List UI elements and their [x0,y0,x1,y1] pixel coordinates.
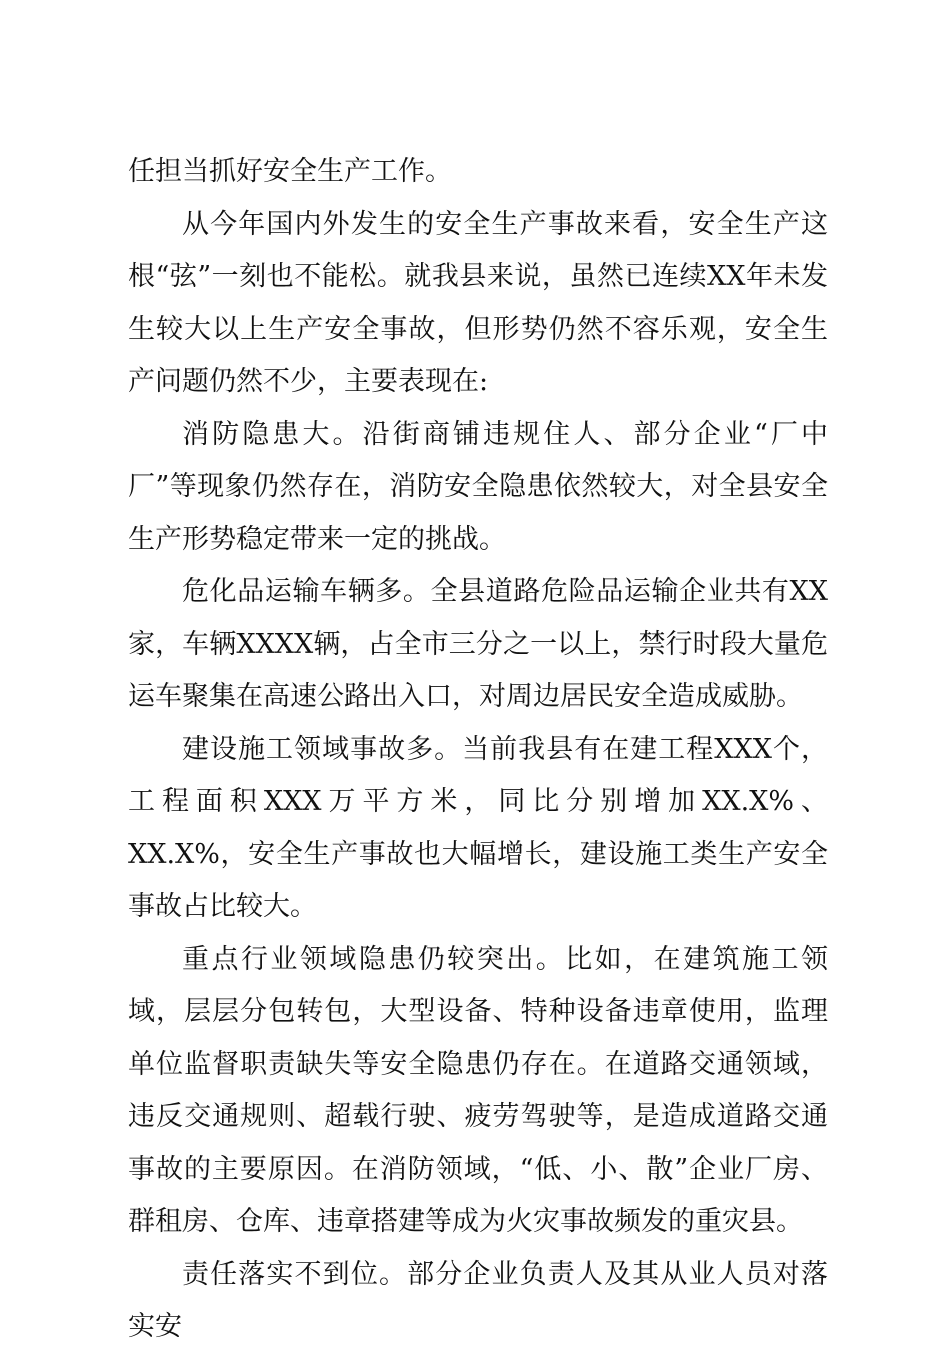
paragraph-hazmat-vehicles: 危化品运输车辆多。全县道路危险品运输企业共有XX家，车辆XXXX辆，占全市三分之一以上，禁行时段大量危运车聚集在高速公路出入口，对周边居民安全造成威胁。 [128,576,828,712]
paragraph-key-industry-hazards: 重点行业领域隐患仍较突出。比如，在建筑施工领域，层层分包转包，大型设备、特种设备违章使用，监理单位监督职责缺失等安全隐患仍存在。在道路交通领域，违反交通规则、超载行驶、疲劳驾驶等，是造成道路交通事故的主要原因。在消防领域，“低、小、散”企业厂房、群租房、仓库、违章搭建等成为火灾事故频发的重灾县。 [128,943,828,1237]
paragraph-responsibility: 责任落实不到位。部分企业负责人及其从业人员对落实安 [128,1258,828,1342]
paragraph-construction-accidents: 建设施工领域事故多。当前我县有在建工程XXX个，工程面积XXX万平方米，同比分别增加XX.X%、XX.X%，安全生产事故也大幅增长，建设施工类生产安全事故占比较大。 [128,733,828,922]
paragraph-continuation: 任担当抓好安全生产工作。 [128,156,452,187]
paragraph-fire-hazards: 消防隐患大。沿街商铺违规住人、部分企业“厂中厂”等现象仍然存在，消防安全隐患依然较大，对全县安全生产形势稳定带来一定的挑战。 [128,418,828,555]
paragraph-situation-overview: 从今年国内外发生的安全生产事故来看，安全生产这根“弦”一刻也不能松。就我县来说，虽然已连续XX年未发生较大以上生产安全事故，但形势仍然不容乐观，安全生产问题仍然不少，主要表现在: [128,208,828,397]
document-body [128,146,828,1354]
